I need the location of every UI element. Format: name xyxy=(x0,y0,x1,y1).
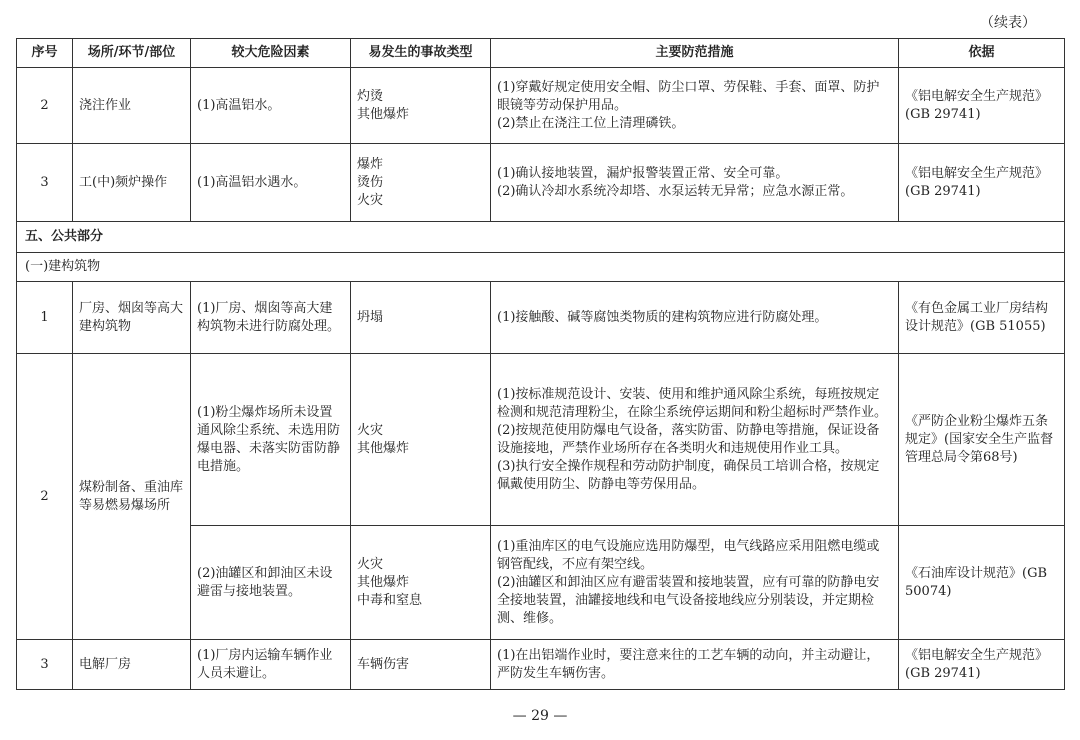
accident-item: 其他爆炸 xyxy=(357,574,410,590)
cell-place: 厂房、烟囱等高大建构筑物 xyxy=(73,282,191,354)
cell-measures xyxy=(491,526,899,640)
cell-measures xyxy=(491,282,899,354)
accident-item: 车辆伤害 xyxy=(357,656,410,672)
continued-label: （续表） xyxy=(980,15,1036,31)
cell-place: 工(中)频炉操作 xyxy=(73,144,191,222)
cell-accidents xyxy=(351,354,491,526)
subsection-row xyxy=(17,253,1065,282)
safety-risk-table xyxy=(16,38,1065,690)
accident-item: 其他爆炸 xyxy=(357,106,410,122)
cell-risk: (1)粉尘爆炸场所未设置通风除尘系统、未选用防爆电器、未落实防雷防静电措施。 xyxy=(191,354,351,526)
measure-item: (3)执行安全操作规程和劳动防护制度，确保员工培训合格，按规定佩戴使用防尘、防静电等劳保用品。 xyxy=(497,458,880,492)
cell-risk: (1)高温铝水遇水。 xyxy=(191,144,351,222)
cell-accidents xyxy=(351,282,491,354)
subsection-title: (一)建构筑物 xyxy=(17,253,1065,282)
cell-risk: (1)厂房内运输车辆作业人员未避让。 xyxy=(191,640,351,690)
cell-measures xyxy=(491,640,899,690)
header-place: 场所/环节/部位 xyxy=(73,39,191,68)
table-row xyxy=(17,68,1065,144)
header-no: 序号 xyxy=(17,39,73,68)
header-measures: 主要防范措施 xyxy=(491,39,899,68)
accident-item: 火灾 xyxy=(357,192,384,208)
cell-no: 3 xyxy=(17,144,73,222)
accident-item: 坍塌 xyxy=(357,309,384,325)
cell-accidents xyxy=(351,144,491,222)
cell-measures xyxy=(491,68,899,144)
cell-risk: (1)厂房、烟囱等高大建构筑物未进行防腐处理。 xyxy=(191,282,351,354)
section-row xyxy=(17,222,1065,253)
accident-item: 爆炸 xyxy=(357,156,384,172)
section-title: 五、公共部分 xyxy=(17,222,1065,253)
accident-item: 火灾 xyxy=(357,556,384,572)
cell-place: 电解厂房 xyxy=(73,640,191,690)
cell-place: 煤粉制备、重油库等易燃易爆场所 xyxy=(73,354,191,640)
cell-basis: 《有色金属工业厂房结构设计规范》(GB 51055) xyxy=(899,282,1065,354)
measure-item: (1)按标准规范设计、安装、使用和维护通风除尘系统，每班按规定检测和规范清理粉尘，在除尘系统停运期间和粉尘超标时严禁作业。 xyxy=(497,386,888,420)
cell-accidents xyxy=(351,68,491,144)
cell-risk: (1)高温铝水。 xyxy=(191,68,351,144)
page-number: — 29 — xyxy=(512,708,568,724)
header-accident-type: 易发生的事故类型 xyxy=(351,39,491,68)
table-row xyxy=(17,282,1065,354)
measure-item: (1)穿戴好规定使用安全帽、防尘口罩、劳保鞋、手套、面罩、防护眼镜等劳动保护用品。 xyxy=(497,79,880,113)
cell-risk: (2)油罐区和卸油区未设避雷与接地装置。 xyxy=(191,526,351,640)
cell-measures xyxy=(491,354,899,526)
cell-basis: 《铝电解安全生产规范》(GB 29741) xyxy=(899,144,1065,222)
measure-item: (2)确认冷却水系统冷却塔、水泵运转无异常；应急水源正常。 xyxy=(497,183,854,199)
cell-measures xyxy=(491,144,899,222)
accident-item: 烫伤 xyxy=(357,174,384,190)
table-header-row xyxy=(17,39,1065,68)
table-row xyxy=(17,354,1065,526)
cell-no: 2 xyxy=(17,354,73,640)
cell-no: 1 xyxy=(17,282,73,354)
cell-no: 3 xyxy=(17,640,73,690)
accident-item: 火灾 xyxy=(357,422,384,438)
table-row xyxy=(17,144,1065,222)
measure-item: (2)油罐区和卸油区应有避雷装置和接地装置，应有可靠的防静电安全接地装置，油罐接地线和电气设备接地线应分别装设，并定期检测、维修。 xyxy=(497,574,880,626)
cell-place: 浇注作业 xyxy=(73,68,191,144)
measure-item: (2)禁止在浇注工位上清理磷铁。 xyxy=(497,115,685,131)
measure-item: (1)接触酸、碱等腐蚀类物质的建构筑物应进行防腐处理。 xyxy=(497,309,828,325)
cell-no: 2 xyxy=(17,68,73,144)
table-row xyxy=(17,640,1065,690)
measure-item: (1)重油库区的电气设施应选用防爆型，电气线路应采用阻燃电缆或钢管配线，不应有架空线。 xyxy=(497,538,880,572)
measure-item: (2)按规范使用防爆电气设备，落实防雷、防静电等措施，保证设备设施接地，严禁作业场所存在各类明火和违规使用作业工具。 xyxy=(497,422,880,456)
cell-accidents xyxy=(351,640,491,690)
measure-item: (1)确认接地装置，漏炉报警装置正常、安全可靠。 xyxy=(497,165,789,181)
cell-basis: 《石油库设计规范》(GB 50074) xyxy=(899,526,1065,640)
cell-basis: 《铝电解安全生产规范》(GB 29741) xyxy=(899,68,1065,144)
cell-basis: 《铝电解安全生产规范》(GB 29741) xyxy=(899,640,1065,690)
accident-item: 中毒和窒息 xyxy=(357,592,423,608)
header-basis: 依据 xyxy=(899,39,1065,68)
accident-item: 其他爆炸 xyxy=(357,440,410,456)
cell-basis: 《严防企业粉尘爆炸五条规定》(国家安全生产监督管理总局令第68号) xyxy=(899,354,1065,526)
header-risk: 较大危险因素 xyxy=(191,39,351,68)
accident-item: 灼烫 xyxy=(357,88,384,104)
cell-accidents xyxy=(351,526,491,640)
measure-item: (1)在出铝端作业时，要注意来往的工艺车辆的动向，并主动避让，严防发生车辆伤害。 xyxy=(497,647,880,681)
